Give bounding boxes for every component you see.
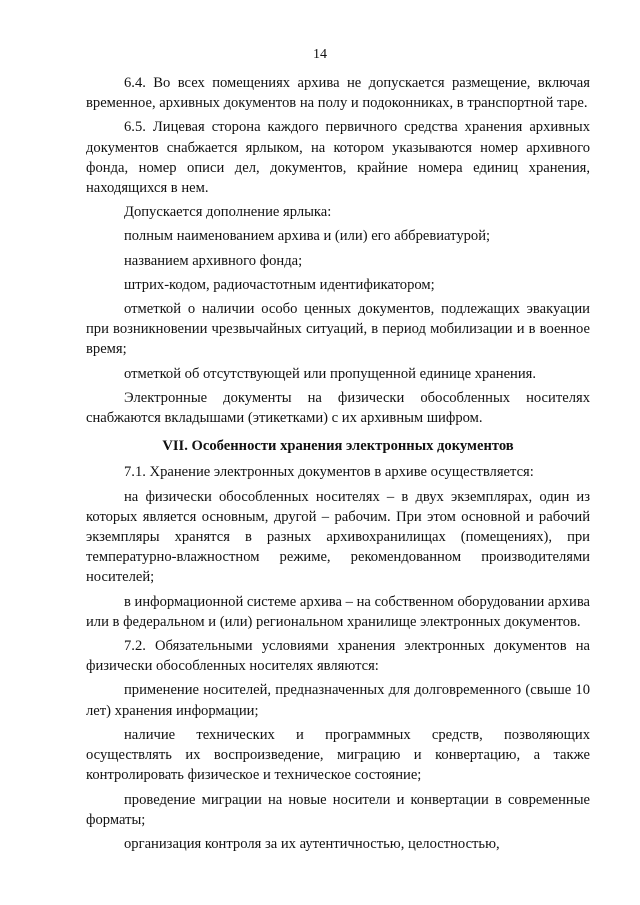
paragraph-6-5: 6.5. Лицевая сторона каждого первичного средства хранения архивных документов снабжается ярлыком, на котором указываются номер архивного фонда, номер описи дел, документов, крайние номера единиц хранения, находящихся в нем.	[86, 119, 590, 197]
list-item-information-system: в информационной системе архива – на собственном оборудовании архива или в федеральном и (или) региональном хранилище электронных документов.	[86, 593, 590, 630]
paragraph-electronic-labels: Электронные документы на физически обособленных носителях снабжаются вкладышами (этикетками) с их архивным шифром.	[86, 389, 590, 427]
section-heading: VII. Особенности хранения электронных документов	[162, 438, 514, 455]
list-item-technical-means: наличие технических и программных средств, позволяющих осуществлять их воспроизведение, миграцию и конвертацию, а также контролировать физическое и техническое состояние;	[86, 726, 590, 784]
paragraph-7-1: 7.1. Хранение электронных документов в архиве осуществляется:	[124, 464, 534, 481]
list-item-archive-name: полным наименованием архива и (или) его аббревиатурой;	[124, 228, 491, 245]
paragraph-7-2: 7.2. Обязательными условиями хранения электронных документов на физически обособленных носителях являются:	[86, 638, 590, 675]
list-item-carriers-usage: применение носителей, предназначенных для долговременного (свыше 10 лет) хранения информации;	[86, 682, 590, 719]
paragraph-label-addition: Допускается дополнение ярлыка:	[124, 204, 332, 221]
list-item-valuable-docs: отметкой о наличии особо ценных документов, подлежащих эвакуации при возникновении чрезвычайных ситуаций, в период мобилизации и в военное время;	[86, 301, 590, 358]
list-item-control-organization: организация контроля за их аутентичностью, целостностью,	[124, 835, 500, 852]
list-item-barcode: штрих-кодом, радиочастотным идентификатором;	[124, 276, 435, 293]
paragraph-6-4: 6.4. Во всех помещениях архива не допускается размещение, включая временное, архивных документов на полу и подоконниках, в транспортной таре.	[86, 75, 590, 112]
list-item-physical-carriers: на физически обособленных носителях – в двух экземплярах, один из которых является основным, другой – рабочим. При этом основной и рабочий экземпляры хранятся в разных архивохранилищах (помещениях), при температурно-влажностном режиме, рекомендованном производителями носителей;	[86, 488, 590, 586]
page-body	[86, 73, 590, 854]
list-item-fund-name: названием архивного фонда;	[124, 252, 303, 269]
list-item-migration: проведение миграции на новые носители и конвертации в современные форматы;	[86, 791, 590, 828]
page-number: 14	[313, 47, 327, 62]
list-item-missing-unit: отметкой об отсутствующей или пропущенной единице хранения.	[124, 365, 537, 382]
